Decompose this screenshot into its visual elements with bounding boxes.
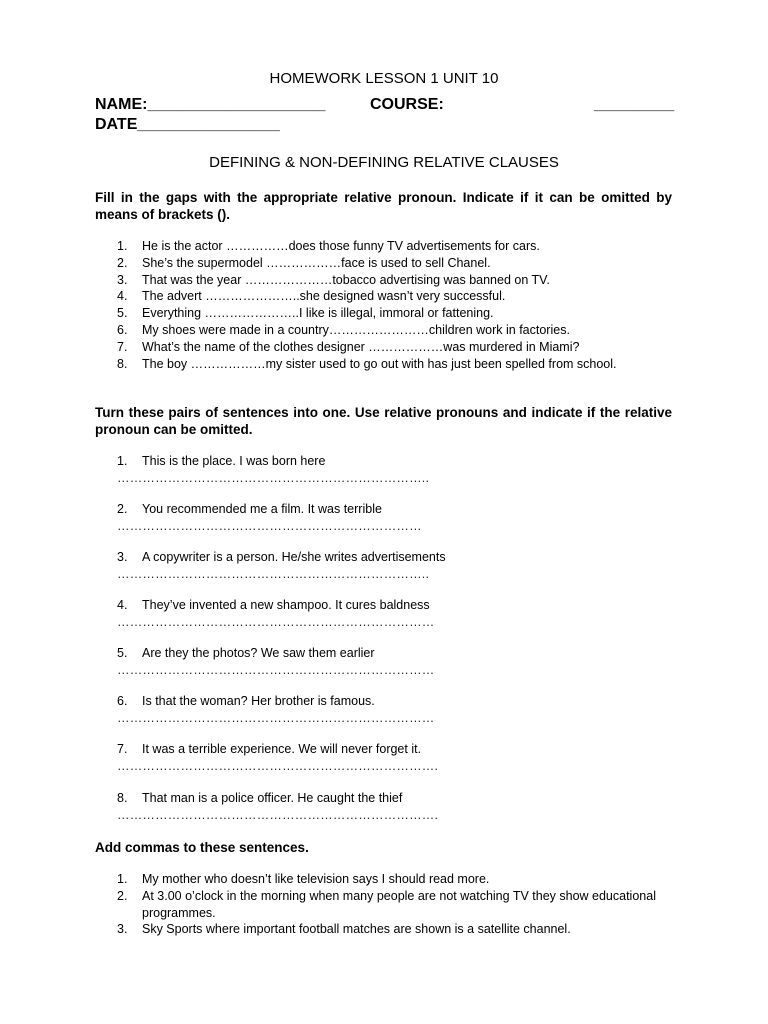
item-number: 3. [117, 550, 128, 564]
item-text: That was the year …………………tobacco advertising was banned on TV. [142, 272, 550, 287]
item-text: A copywriter is a person. He/she writes advertisements [142, 550, 446, 564]
list-item [117, 871, 677, 888]
course-field: COURSE: [370, 96, 444, 113]
item-number: 6. [117, 694, 128, 708]
item-number: 7. [117, 339, 128, 354]
item-number: 3. [117, 272, 128, 287]
item-text: She’s the supermodel ………………face is used to sell Chanel. [142, 255, 491, 270]
item-text: My mother who doesn’t like television says I should read more. [142, 872, 490, 886]
worksheet-subtitle: DEFINING & NON-DEFINING RELATIVE CLAUSES [209, 154, 559, 171]
name-field: NAME:____________________ [95, 96, 326, 113]
item-number: 8. [117, 356, 128, 371]
item-number: 6. [117, 322, 128, 337]
item-text: They’ve invented a new shampoo. It cures baldness [142, 598, 430, 612]
item-text: The boy ………………my sister used to go out with has just been spelled from school. [142, 356, 617, 371]
list-item [117, 322, 677, 339]
answer-line[interactable]: …………………………………………………………………. [117, 808, 439, 822]
item-number: 1. [117, 872, 128, 886]
section3-list [117, 871, 677, 938]
list-item [117, 356, 677, 373]
section1-list [117, 238, 677, 372]
item-text: What’s the name of the clothes designer ………………was murdered in Miami? [142, 339, 580, 354]
item-text: You recommended me a film. It was terrible [142, 502, 382, 516]
item-text: He is the actor ……………does those funny TV advertisements for cars. [142, 239, 540, 253]
item-number: 7. [117, 742, 128, 756]
item-text: It was a terrible experience. We will never forget it. [142, 742, 422, 756]
list-item [117, 921, 677, 938]
item-number: 1. [117, 239, 128, 253]
item-number: 4. [117, 289, 128, 304]
section1-instructions: Fill in the gaps with the appropriate relative pronoun. Indicate if it can be omitted by means of brackets (). [95, 190, 672, 222]
section3-instructions: Add commas to these sentences. [95, 840, 309, 855]
answer-line[interactable]: ……………………………………………………………… [117, 519, 422, 533]
item-number: 5. [117, 646, 128, 660]
item-text: That man is a police officer. He caught the thief [142, 791, 403, 805]
worksheet-title: HOMEWORK LESSON 1 UNIT 10 [269, 70, 499, 87]
item-text: My shoes were made in a country……………………children work in factories. [142, 322, 570, 337]
item-number: 1. [117, 454, 128, 468]
list-item [117, 238, 677, 255]
list-item [117, 288, 677, 305]
answer-line[interactable]: …………………………………………………………………. [117, 759, 439, 773]
item-number: 8. [117, 791, 128, 805]
list-item [117, 339, 677, 356]
item-text: Sky Sports where important football matches are shown is a satellite channel. [142, 922, 571, 937]
item-text: Everything …………………..I like is illegal, immoral or fattening. [142, 306, 494, 321]
item-text: Is that the woman? Her brother is famous. [142, 694, 375, 708]
list-item [117, 272, 677, 289]
answer-line[interactable]: ………………………………………………………………… [117, 711, 435, 725]
item-text: This is the place. I was born here [142, 454, 326, 468]
answer-line[interactable]: ……………………………………………………………….. [117, 471, 430, 485]
list-item [117, 305, 677, 322]
item-text: At 3.00 o’clock in the morning when many people are not watching TV they show educational programmes. [142, 888, 656, 920]
answer-line[interactable]: ………………………………………………………………… [117, 663, 435, 677]
item-number: 3. [117, 922, 128, 937]
answer-line[interactable]: ……………………………………………………………….. [117, 567, 430, 581]
item-number: 2. [117, 502, 128, 516]
section2-instructions: Turn these pairs of sentences into one. Use relative pronouns and indicate if the relative pronoun can be omitted. [95, 405, 672, 437]
item-text: The advert …………………..she designed wasn’t very successful. [142, 289, 506, 304]
item-number: 5. [117, 306, 128, 321]
item-text: Are they the photos? We saw them earlier [142, 646, 375, 660]
course-blank: _________ [594, 96, 675, 113]
date-field: DATE________________ [95, 116, 280, 133]
list-item [117, 255, 677, 272]
answer-line[interactable]: ………………………………………………………………… [117, 615, 435, 629]
list-item [117, 888, 677, 922]
item-number: 2. [117, 888, 128, 903]
item-number: 4. [117, 598, 128, 612]
item-number: 2. [117, 255, 128, 270]
